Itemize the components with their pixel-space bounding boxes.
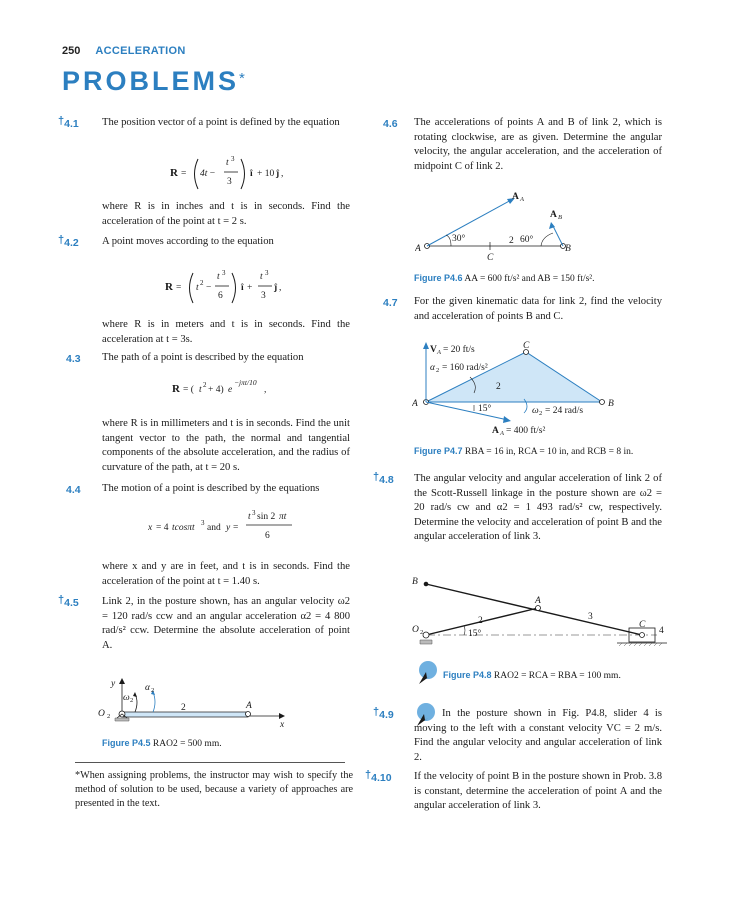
svg-text:B: B — [412, 577, 418, 587]
svg-text:30°: 30° — [452, 234, 466, 244]
svg-text:,: , — [281, 169, 284, 179]
equation-4-2 — [165, 267, 325, 315]
svg-text:60°: 60° — [520, 235, 534, 245]
svg-text:R: R — [172, 383, 180, 395]
svg-text:= 24 rad/s: = 24 rad/s — [545, 406, 584, 416]
svg-text:2: 2 — [478, 616, 483, 626]
svg-text:6: 6 — [218, 291, 223, 301]
svg-text:ω: ω — [123, 693, 130, 703]
svg-text:2: 2 — [436, 367, 440, 374]
svg-text:α: α — [145, 683, 150, 693]
running-header — [62, 44, 186, 59]
svg-text:2: 2 — [203, 381, 207, 389]
figure-p4-8-diagram — [412, 572, 682, 654]
problem-4-3-text: The path of a point is described by the equation — [102, 352, 304, 363]
svg-text:tcosπt: tcosπt — [172, 523, 195, 533]
svg-text:−: − — [206, 283, 212, 293]
svg-text:= 20 ft/s: = 20 ft/s — [443, 345, 475, 355]
svg-text:B: B — [565, 244, 571, 254]
problem-number-4-9: †4.9 — [373, 706, 394, 721]
svg-text:2: 2 — [151, 687, 155, 694]
svg-text:4: 4 — [659, 626, 664, 636]
problem-number-4-7: 4.7 — [383, 297, 398, 309]
svg-text:2: 2 — [420, 629, 424, 636]
problem-number-4-1: †4.1 — [58, 115, 79, 130]
svg-text:e: e — [228, 385, 233, 395]
svg-text:A: A — [415, 244, 421, 254]
svg-text:y: y — [111, 679, 116, 689]
figure-p4-6-diagram — [415, 185, 595, 265]
problem-4-7-text: For the given kinematic data for link 2, find the velocity and acceleration of points B and C. — [414, 296, 662, 322]
figure-p4-6-caption: Figure P4.6 AA = 600 ft/s² and AB = 150 ft/s². — [414, 273, 595, 284]
svg-text:= 400 ft/s²: = 400 ft/s² — [506, 426, 546, 436]
figure-p4-5-caption: Figure P4.5 RAO2 = 500 mm. — [102, 738, 222, 749]
svg-text:=: = — [181, 169, 187, 179]
figure-p4-8-caption: Figure P4.8 RAO2 = RCA = RBA = 100 mm. — [443, 670, 621, 681]
equation-4-4 — [148, 508, 328, 552]
problem-4-1-after: where R is in inches and t is in seconds. Find the acceleration of the point at t = 2 s. — [102, 201, 350, 227]
problem-4-2-text: A point moves according to the equation — [102, 236, 274, 247]
svg-text:3: 3 — [231, 155, 235, 163]
svg-text:and: and — [207, 523, 221, 533]
problem-4-6-text: The accelerations of points A and B of link 2, which is rotating clockwise, are as given. Determine the angular velocity, the angular acceleration, and the acceleration of midpoint C of link 2. — [414, 117, 662, 172]
svg-text:2: 2 — [130, 697, 134, 704]
svg-text:R: R — [165, 281, 173, 293]
problem-4-4-after: where x and y are in feet, and t is in seconds. Find the acceleration of the point at t = 1.40 s. — [102, 561, 350, 587]
svg-text:t: t — [226, 158, 229, 168]
web-resource-icon-1 — [416, 660, 438, 686]
svg-text:+: + — [247, 283, 253, 293]
svg-text:x: x — [148, 523, 153, 533]
problem-4-3-after: where R is in millimeters and t is in seconds. Find the unit tangent vector to the path, the normal and tangential components of the absolute acceleration, and the radius of curvature of the path, at t = 20 s. — [102, 418, 350, 473]
svg-text:R: R — [170, 167, 178, 179]
svg-text:−jπt/10: −jπt/10 — [234, 378, 257, 387]
svg-text:x: x — [280, 720, 285, 730]
svg-text:A: A — [492, 426, 499, 436]
svg-text:πt: πt — [279, 512, 287, 522]
svg-text:t: t — [196, 283, 199, 293]
svg-text:2: 2 — [107, 713, 111, 720]
svg-text:3: 3 — [201, 519, 205, 527]
equation-4-1 — [170, 153, 330, 201]
svg-text:C: C — [639, 620, 646, 630]
svg-text:y: y — [226, 523, 231, 533]
svg-text:3: 3 — [261, 291, 266, 301]
section-title: ACCELERATION — [95, 45, 186, 57]
svg-text:A: A — [412, 399, 418, 409]
svg-text:+ 4): + 4) — [208, 385, 224, 395]
problem-number-4-6: 4.6 — [383, 118, 398, 130]
svg-text:A: A — [550, 210, 557, 220]
svg-text:A: A — [535, 596, 541, 606]
figure-p4-5-diagram — [95, 672, 305, 732]
svg-text:2: 2 — [539, 410, 543, 417]
svg-text:O: O — [98, 709, 105, 719]
page-title: PROBLEMS* — [62, 66, 245, 96]
problem-number-4-3: 4.3 — [66, 353, 81, 365]
svg-text:A: A — [500, 430, 504, 437]
svg-text:3: 3 — [265, 269, 269, 277]
svg-text:A: A — [520, 196, 524, 203]
problem-4-9-text: In the posture shown in Fig. P4.8, slider 4 is moving to the left with a constant velocity VC = 2 m/s. Find the angular velocity and angular acceleration of link 2. — [414, 708, 662, 763]
footnote-rule — [75, 762, 345, 763]
problem-4-1-text: The position vector of a point is defined by the equation — [102, 117, 340, 128]
svg-text:15°: 15° — [468, 629, 482, 639]
svg-text:=: = — [233, 523, 239, 533]
svg-text:2: 2 — [496, 382, 501, 392]
svg-text:V: V — [430, 345, 437, 355]
svg-text:B: B — [558, 214, 562, 221]
svg-text:α: α — [430, 363, 435, 373]
svg-text:sin 2: sin 2 — [257, 512, 276, 522]
problem-number-4-5: †4.5 — [58, 594, 79, 609]
problem-4-10-text: If the velocity of point B in the posture shown in Prob. 3.8 is constant, determine the acceleration of point A and the angular acceleration of link 3. — [414, 771, 662, 812]
problem-4-4-text: The motion of a point is described by the equations — [102, 483, 320, 494]
svg-text:,: , — [279, 283, 282, 293]
svg-text:C: C — [523, 341, 530, 351]
svg-text:î: î — [250, 169, 253, 179]
svg-text:=: = — [176, 283, 182, 293]
svg-text:15°: 15° — [478, 404, 492, 414]
problem-4-5-text: Link 2, in the posture shown, has an angular velocity ω2 = 120 rad/s ccw and an angular acceleration α2 = 4 800 rad/s² ccw. Determine the absolute acceleration of point A. — [102, 596, 350, 651]
page-number: 250 — [62, 45, 81, 57]
svg-text:ω: ω — [532, 406, 539, 416]
svg-text:2: 2 — [509, 236, 514, 246]
svg-text:A: A — [512, 192, 519, 202]
figure-p4-7-caption: Figure P4.7 RBA = 16 in, RCA = 10 in, and RCB = 8 in. — [414, 446, 634, 457]
svg-text:î: î — [241, 283, 244, 293]
problem-number-4-8: †4.8 — [373, 471, 394, 486]
problem-number-4-4: 4.4 — [66, 484, 81, 496]
problem-number-4-2: †4.2 — [58, 234, 79, 249]
problem-number-4-10: †4.10 — [365, 769, 392, 784]
svg-text:ĵ: ĵ — [274, 283, 278, 293]
svg-text:A: A — [437, 349, 441, 356]
svg-text:t: t — [199, 385, 202, 395]
svg-text:+ 10: + 10 — [257, 169, 275, 179]
equation-4-3 — [172, 375, 332, 405]
svg-text:ĵ: ĵ — [276, 169, 280, 179]
svg-text:t: t — [217, 272, 220, 282]
svg-text:2: 2 — [200, 279, 204, 287]
svg-text:C: C — [487, 253, 494, 263]
svg-text:B: B — [608, 399, 614, 409]
svg-text:,: , — [264, 385, 267, 395]
footnote: *When assigning problems, the instructor may wish to specify the method of solution to be used, because a variety of approaches are presented in the text. — [75, 770, 353, 809]
svg-text:= 160 rad/s²: = 160 rad/s² — [442, 363, 488, 373]
svg-text:= (: = ( — [183, 385, 194, 395]
svg-text:3: 3 — [222, 269, 226, 277]
svg-text:t: t — [248, 512, 251, 522]
svg-text:A: A — [246, 701, 252, 711]
svg-text:2: 2 — [181, 703, 186, 713]
problem-4-8-text: The angular velocity and angular acceleration of link 2 of the Scott-Russell linkage in the posture shown are ω2 = 20 rad/s cw and α2 = 1 493 rad/s² cw, respectively. Determine the velocity and acceleration of point B and the angular acceleration of link 3. — [414, 473, 662, 543]
problem-4-2-after: where R is in meters and t is in seconds. Find the acceleration at t = 3s. — [102, 319, 350, 345]
svg-text:3: 3 — [227, 177, 232, 187]
svg-text:t: t — [260, 272, 263, 282]
svg-text:O: O — [412, 625, 419, 635]
svg-text:6: 6 — [265, 531, 270, 541]
svg-text:= 4: = 4 — [156, 523, 169, 533]
figure-p4-7-diagram — [412, 337, 622, 437]
svg-text:4t −: 4t − — [200, 169, 216, 179]
svg-text:3: 3 — [588, 612, 593, 622]
svg-text:3: 3 — [252, 509, 256, 517]
